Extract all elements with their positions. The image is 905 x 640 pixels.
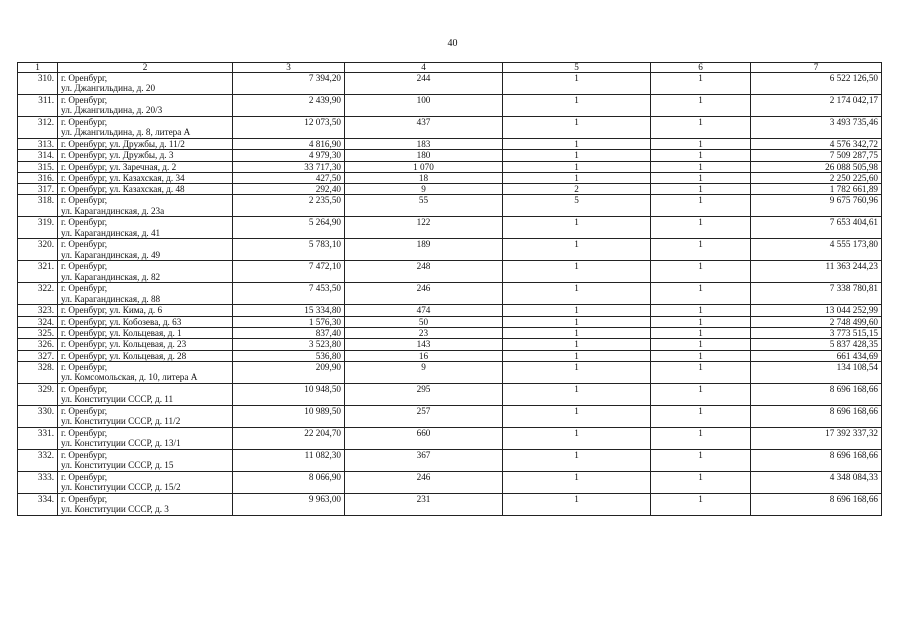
column-5-cell: 2 (503, 184, 651, 195)
table-row (18, 427, 882, 449)
cost-cell: 7 509 287,75 (751, 150, 882, 161)
page-number: 40 (447, 38, 458, 49)
address-line: ул. Карагандинская, д. 23а (61, 205, 165, 216)
address-line: г. Оренбург, ул. Казахская, д. 34 (61, 172, 185, 183)
column-header: 4 (345, 63, 503, 73)
address-line: г. Оренбург, (61, 427, 108, 438)
row-number-cell: 327. (18, 350, 58, 361)
column-4-cell: 189 (345, 239, 503, 261)
cost-cell: 7 653 404,61 (751, 217, 882, 239)
column-5-cell: 1 (503, 217, 651, 239)
table-row (18, 261, 882, 283)
table-row (18, 161, 882, 172)
table-body (18, 73, 882, 516)
address-line: г. Оренбург, (61, 283, 108, 294)
address-line: ул. Джангильдина, д. 20 (61, 83, 156, 94)
column-number-row (18, 63, 882, 73)
column-4-cell: 248 (345, 261, 503, 283)
cost-cell: 2 250 225,60 (751, 172, 882, 183)
column-4-cell: 437 (345, 117, 503, 139)
column-4-cell: 244 (345, 73, 503, 95)
table-row (18, 172, 882, 183)
table-row (18, 139, 882, 150)
address-cell (58, 117, 233, 139)
address-line: г. Оренбург, ул. Кольцевая, д. 1 (61, 328, 182, 339)
row-number-cell: 320. (18, 239, 58, 261)
cost-cell: 26 088 505,98 (751, 161, 882, 172)
column-6-cell: 1 (651, 150, 751, 161)
address-line: ул. Комсомольская, д. 10, литера А (61, 372, 198, 383)
column-6-cell: 1 (651, 427, 751, 449)
column-5-cell: 1 (503, 316, 651, 327)
table-row (18, 95, 882, 117)
table-row (18, 150, 882, 161)
column-5-cell: 1 (503, 283, 651, 305)
area-cell: 427,50 (233, 172, 345, 183)
address-cell (58, 316, 233, 327)
row-number-cell: 334. (18, 493, 58, 515)
cost-cell: 17 392 337,32 (751, 427, 882, 449)
row-number-cell: 331. (18, 427, 58, 449)
cost-cell: 3 773 515,15 (751, 328, 882, 339)
column-4-cell: 100 (345, 95, 503, 117)
row-number-cell: 317. (18, 184, 58, 195)
area-cell: 536,80 (233, 350, 345, 361)
area-cell: 15 334,80 (233, 305, 345, 316)
row-number-cell: 321. (18, 261, 58, 283)
address-cell (58, 217, 233, 239)
address-cell (58, 493, 233, 515)
column-4-cell: 1 070 (345, 161, 503, 172)
column-5-cell: 1 (503, 172, 651, 183)
row-number-cell: 324. (18, 316, 58, 327)
address-line: г. Оренбург, ул. Дружбы, д. 11/2 (61, 139, 185, 149)
cost-cell: 134 108,54 (751, 361, 882, 383)
row-number-cell: 330. (18, 405, 58, 427)
address-cell (58, 239, 233, 261)
column-4-cell: 9 (345, 184, 503, 195)
address-cell (58, 405, 233, 427)
address-line: ул. Конституции СССР, д. 11 (61, 394, 174, 405)
address-cell (58, 150, 233, 161)
row-number-cell: 319. (18, 217, 58, 239)
address-cell (58, 161, 233, 172)
column-header: 1 (18, 63, 58, 73)
address-cell (58, 427, 233, 449)
column-6-cell: 1 (651, 305, 751, 316)
column-6-cell: 1 (651, 283, 751, 305)
column-5-cell: 1 (503, 239, 651, 261)
address-cell (58, 95, 233, 117)
address-cell (58, 328, 233, 339)
column-6-cell: 1 (651, 405, 751, 427)
table-row (18, 493, 882, 515)
column-header: 7 (751, 63, 882, 73)
address-line: г. Оренбург, (61, 73, 108, 83)
row-number-cell: 311. (18, 95, 58, 117)
column-4-cell: 474 (345, 305, 503, 316)
table-row (18, 471, 882, 493)
column-5-cell: 1 (503, 339, 651, 350)
cost-cell: 2 748 499,60 (751, 316, 882, 327)
area-cell: 1 576,30 (233, 316, 345, 327)
cost-cell: 3 493 735,46 (751, 117, 882, 139)
column-5-cell: 1 (503, 427, 651, 449)
address-line: ул. Конституции СССР, д. 13/1 (61, 438, 181, 449)
column-4-cell: 367 (345, 449, 503, 471)
address-line: г. Оренбург, ул. Кима, д. 6 (61, 305, 163, 316)
address-cell (58, 305, 233, 316)
column-5-cell: 1 (503, 150, 651, 161)
address-line: ул. Конституции СССР, д. 11/2 (61, 416, 181, 427)
area-cell: 11 082,30 (233, 449, 345, 471)
column-4-cell: 23 (345, 328, 503, 339)
column-6-cell: 1 (651, 139, 751, 150)
column-4-cell: 246 (345, 471, 503, 493)
column-4-cell: 55 (345, 195, 503, 217)
area-cell: 2 439,90 (233, 95, 345, 117)
cost-cell: 8 696 168,66 (751, 449, 882, 471)
address-line: ул. Карагандинская, д. 49 (61, 249, 161, 260)
row-number-cell: 322. (18, 283, 58, 305)
column-6-cell: 1 (651, 383, 751, 405)
column-4-cell: 122 (345, 217, 503, 239)
address-cell (58, 172, 233, 183)
cost-cell: 9 675 760,96 (751, 195, 882, 217)
column-4-cell: 231 (345, 493, 503, 515)
row-number-cell: 333. (18, 471, 58, 493)
address-line: ул. Конституции СССР, д. 15/2 (61, 482, 181, 493)
column-5-cell: 1 (503, 117, 651, 139)
column-5-cell: 1 (503, 383, 651, 405)
address-cell (58, 261, 233, 283)
column-4-cell: 295 (345, 383, 503, 405)
column-6-cell: 1 (651, 339, 751, 350)
area-cell: 837,40 (233, 328, 345, 339)
address-line: ул. Карагандинская, д. 88 (61, 293, 161, 304)
column-6-cell: 1 (651, 95, 751, 117)
column-header: 6 (651, 63, 751, 73)
address-line: г. Оренбург, (61, 471, 108, 482)
address-line: ул. Джангильдина, д. 8, литера А (61, 127, 191, 138)
address-cell (58, 471, 233, 493)
area-cell: 209,90 (233, 361, 345, 383)
table-row (18, 449, 882, 471)
cost-cell: 4 555 173,80 (751, 239, 882, 261)
column-5-cell: 5 (503, 195, 651, 217)
table-row (18, 328, 882, 339)
cost-cell: 5 837 428,35 (751, 339, 882, 350)
address-line: г. Оренбург, ул. Дружбы, д. 3 (61, 150, 174, 161)
address-line: г. Оренбург, ул. Кобозева, д. 63 (61, 316, 182, 327)
area-cell: 7 453,50 (233, 283, 345, 305)
area-cell: 3 523,80 (233, 339, 345, 350)
column-6-cell: 1 (651, 239, 751, 261)
cost-cell: 8 696 168,66 (751, 493, 882, 515)
address-cell (58, 139, 233, 150)
row-number-cell: 313. (18, 139, 58, 150)
area-cell: 8 066,90 (233, 471, 345, 493)
address-cell (58, 73, 233, 95)
housing-register-table (17, 62, 882, 516)
column-5-cell: 1 (503, 261, 651, 283)
address-cell (58, 449, 233, 471)
column-4-cell: 257 (345, 405, 503, 427)
row-number-cell: 310. (18, 73, 58, 95)
row-number-cell: 312. (18, 117, 58, 139)
cost-cell: 4 576 342,72 (751, 139, 882, 150)
area-cell: 33 717,30 (233, 161, 345, 172)
address-line: ул. Карагандинская, д. 41 (61, 227, 161, 238)
table-row (18, 305, 882, 316)
column-6-cell: 1 (651, 361, 751, 383)
column-5-cell: 1 (503, 328, 651, 339)
table-row (18, 383, 882, 405)
column-5-cell: 1 (503, 305, 651, 316)
row-number-cell: 314. (18, 150, 58, 161)
column-6-cell: 1 (651, 172, 751, 183)
cost-cell: 6 522 126,50 (751, 73, 882, 95)
address-line: г. Оренбург, (61, 449, 108, 460)
table-row (18, 361, 882, 383)
area-cell: 7 394,20 (233, 73, 345, 95)
column-5-cell: 1 (503, 95, 651, 117)
row-number-cell: 318. (18, 195, 58, 217)
address-cell (58, 361, 233, 383)
column-5-cell: 1 (503, 493, 651, 515)
cost-cell: 661 434,69 (751, 350, 882, 361)
column-6-cell: 1 (651, 217, 751, 239)
column-header: 2 (58, 63, 233, 73)
table-row (18, 339, 882, 350)
address-cell (58, 339, 233, 350)
address-line: г. Оренбург, (61, 239, 108, 250)
address-line: г. Оренбург, (61, 117, 108, 127)
address-line: г. Оренбург, (61, 361, 108, 372)
address-line: г. Оренбург, (61, 383, 108, 394)
column-5-cell: 1 (503, 73, 651, 95)
table-row (18, 73, 882, 95)
row-number-cell: 315. (18, 161, 58, 172)
address-cell (58, 195, 233, 217)
column-5-cell: 1 (503, 161, 651, 172)
address-line: ул. Конституции СССР, д. 3 (61, 504, 169, 515)
column-4-cell: 18 (345, 172, 503, 183)
cost-cell: 13 044 252,99 (751, 305, 882, 316)
address-cell (58, 184, 233, 195)
row-number-cell: 326. (18, 339, 58, 350)
column-6-cell: 1 (651, 117, 751, 139)
address-cell (58, 283, 233, 305)
column-4-cell: 16 (345, 350, 503, 361)
address-line: г. Оренбург, (61, 261, 108, 272)
cost-cell: 11 363 244,23 (751, 261, 882, 283)
column-6-cell: 1 (651, 161, 751, 172)
area-cell: 9 963,00 (233, 493, 345, 515)
column-4-cell: 246 (345, 283, 503, 305)
table-row (18, 239, 882, 261)
column-4-cell: 9 (345, 361, 503, 383)
address-line: ул. Конституции СССР, д. 15 (61, 460, 174, 471)
address-cell (58, 350, 233, 361)
area-cell: 10 989,50 (233, 405, 345, 427)
cost-cell: 2 174 042,17 (751, 95, 882, 117)
address-line: г. Оренбург, ул. Кольцевая, д. 28 (61, 350, 187, 361)
cost-cell: 7 338 780,81 (751, 283, 882, 305)
area-cell: 12 073,50 (233, 117, 345, 139)
table-row (18, 316, 882, 327)
area-cell: 7 472,10 (233, 261, 345, 283)
cost-cell: 1 782 661,89 (751, 184, 882, 195)
column-5-cell: 1 (503, 350, 651, 361)
row-number-cell: 323. (18, 305, 58, 316)
address-line: г. Оренбург, (61, 217, 108, 228)
column-5-cell: 1 (503, 471, 651, 493)
column-6-cell: 1 (651, 184, 751, 195)
address-line: г. Оренбург, (61, 95, 108, 105)
table-row (18, 195, 882, 217)
area-cell: 2 235,50 (233, 195, 345, 217)
column-6-cell: 1 (651, 350, 751, 361)
table-row (18, 184, 882, 195)
column-4-cell: 50 (345, 316, 503, 327)
address-line: г. Оренбург, (61, 195, 108, 206)
table-row (18, 405, 882, 427)
address-line: ул. Джангильдина, д. 20/3 (61, 105, 163, 116)
area-cell: 22 204,70 (233, 427, 345, 449)
row-number-cell: 316. (18, 172, 58, 183)
address-line: ул. Карагандинская, д. 82 (61, 271, 161, 282)
row-number-cell: 328. (18, 361, 58, 383)
address-line: г. Оренбург, ул. Кольцевая, д. 23 (61, 339, 187, 350)
cost-cell: 4 348 084,33 (751, 471, 882, 493)
address-line: г. Оренбург, (61, 493, 108, 504)
column-6-cell: 1 (651, 316, 751, 327)
address-line: г. Оренбург, (61, 405, 108, 416)
row-number-cell: 325. (18, 328, 58, 339)
column-5-cell: 1 (503, 361, 651, 383)
column-header: 5 (503, 63, 651, 73)
cost-cell: 8 696 168,66 (751, 405, 882, 427)
column-5-cell: 1 (503, 449, 651, 471)
table-row (18, 117, 882, 139)
area-cell: 5 264,90 (233, 217, 345, 239)
column-4-cell: 660 (345, 427, 503, 449)
area-cell: 10 948,50 (233, 383, 345, 405)
column-5-cell: 1 (503, 139, 651, 150)
column-6-cell: 1 (651, 471, 751, 493)
column-6-cell: 1 (651, 195, 751, 217)
area-cell: 4 979,30 (233, 150, 345, 161)
address-line: г. Оренбург, ул. Казахская, д. 48 (61, 184, 185, 195)
column-6-cell: 1 (651, 328, 751, 339)
address-cell (58, 383, 233, 405)
column-6-cell: 1 (651, 261, 751, 283)
cost-cell: 8 696 168,66 (751, 383, 882, 405)
area-cell: 4 816,90 (233, 139, 345, 150)
table-row (18, 283, 882, 305)
row-number-cell: 332. (18, 449, 58, 471)
row-number-cell: 329. (18, 383, 58, 405)
area-cell: 5 783,10 (233, 239, 345, 261)
column-header: 3 (233, 63, 345, 73)
column-6-cell: 1 (651, 493, 751, 515)
column-4-cell: 143 (345, 339, 503, 350)
column-4-cell: 183 (345, 139, 503, 150)
column-6-cell: 1 (651, 449, 751, 471)
table-row (18, 217, 882, 239)
column-6-cell: 1 (651, 73, 751, 95)
column-4-cell: 180 (345, 150, 503, 161)
address-line: г. Оренбург, ул. Заречная, д. 2 (61, 161, 177, 172)
area-cell: 292,40 (233, 184, 345, 195)
table-row (18, 350, 882, 361)
column-5-cell: 1 (503, 405, 651, 427)
